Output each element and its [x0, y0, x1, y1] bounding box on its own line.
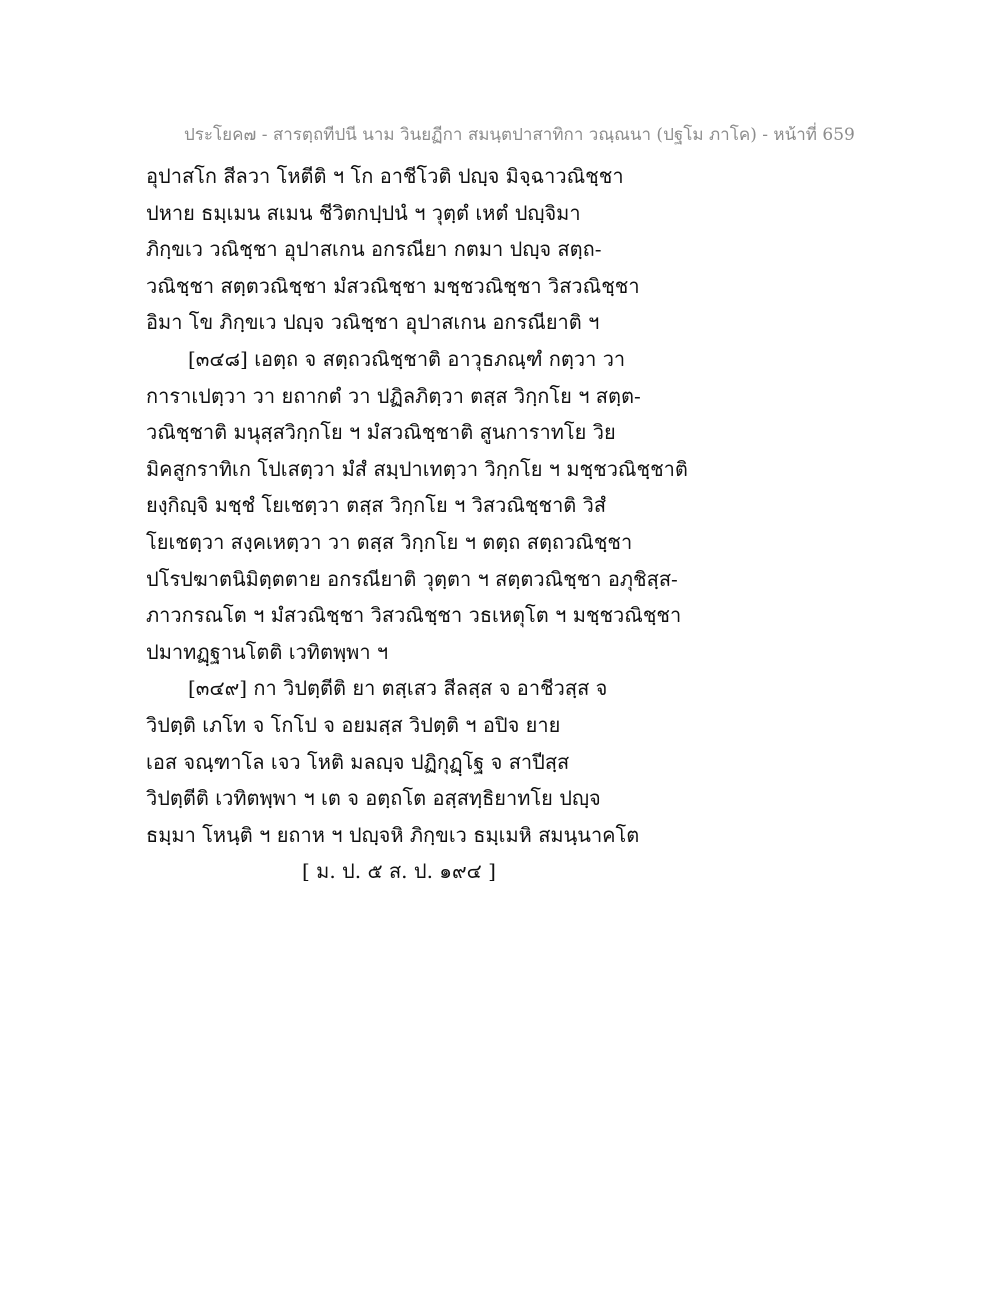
body-text [146, 158, 686, 890]
text-line: อิมา โข ภิกฺขเว ปญฺจ วณิชฺชา อุปาสเกน อกรณียาติ ฯ [146, 310, 600, 335]
reference-citation: [ ม. ป. ๕ ส. ป. ๑๙๔ ] [302, 859, 496, 884]
text-line: เอส จณฺฑาโล เจว โหติ มลญฺจ ปฏิกุฏฺโฐ จ สาปีสฺส [146, 749, 570, 774]
text-line: วณิชฺชาติ มนุสฺสวิกฺกโย ฯ มํสวณิชฺชาติ สูนการาทโย วิย [146, 420, 616, 445]
text-line: มิคสูกราทิเก โปเสตฺวา มํสํ สมฺปาเทตฺวา วิกฺกโย ฯ มชฺชวณิชฺชาติ [146, 456, 688, 481]
text-line: ปโรปฆาตนิมิตฺตตาย อกรณียาติ วุตฺตา ฯ สตฺตวณิชฺชา อภุชิสฺส- [146, 566, 678, 591]
text-line: ภาวกรณโต ฯ มํสวณิชฺชา วิสวณิชฺชา วธเหตุโต ฯ มชฺชวณิชฺชา [146, 603, 682, 628]
text-line: ธมฺมา โหนฺติ ฯ ยถาห ฯ ปญฺจหิ ภิกฺขเว ธมฺเมหิ สมนฺนาคโต [146, 822, 640, 847]
text-line: โยเชตฺวา สงฺคเหตฺวา วา ตสฺส วิกฺกโย ฯ ตตฺถ สตฺถวณิชฺชา [146, 529, 633, 554]
text-line: ยงฺกิญฺจิ มชฺชํ โยเชตฺวา ตสฺส วิกฺกโย ฯ วิสวณิชฺชาติ วิสํ [146, 493, 607, 518]
text-line: วณิชฺชา สตฺตวณิชฺชา มํสวณิชฺชา มชฺชวณิชฺชา วิสวณิชฺชา [146, 273, 640, 298]
text-line: อุปาสโก สีลวา โหตีติ ฯ โก อาชีโวติ ปญฺจ มิจฺฉาวณิชฺชา [146, 164, 624, 188]
text-line: ภิกฺขเว วณิชฺชา อุปาสเกน อกรณียา กตมา ปญฺจ สตฺถ- [146, 237, 602, 262]
running-header: ประโยค๗ - สารตฺถทีปนี นาม วินยฏีกา สมนฺตปาสาทิกา วณฺณนา (ปฐโม ภาโค) - หน้าที่ 659 [184, 125, 855, 145]
text-line: วิปตฺตีติ เวทิตพฺพา ฯ เต จ อตฺถโต อสฺสทฺธิยาทโย ปญฺจ [146, 786, 601, 811]
text-line: ปหาย ธมฺเมน สเมน ชีวิตกปฺปนํ ฯ วุตฺตํ เหตํ ปญฺจิมา [146, 200, 581, 225]
paragraph-start-349: [๓๔๙] กา วิปตฺตีติ ยา ตสฺเสว สีลสฺส จ อาชีวสฺส จ [188, 676, 608, 701]
text-line: วิปตฺติ เภโท จ โกโป จ อยมสฺส วิปตฺติ ฯ อปิจ ยาย [146, 712, 561, 737]
text-line: การาเปตฺวา วา ยถากตํ วา ปฏิลภิตฺวา ตสฺส วิกฺกโย ฯ สตฺต- [146, 383, 641, 408]
text-line: ปมาทฏฺฐานโตติ เวทิตพฺพา ฯ [146, 639, 389, 664]
paragraph-start-348: [๓๔๘] เอตฺถ จ สตฺถวณิชฺชาติ อาวุธภณฺฑํ กตฺวา วา [188, 346, 626, 371]
